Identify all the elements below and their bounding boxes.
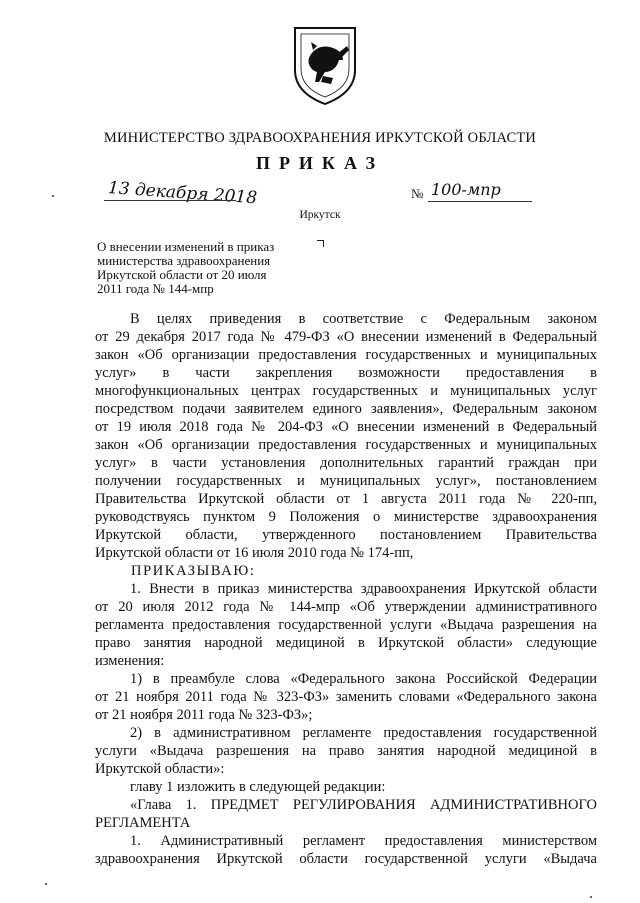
body-line: Правительства Иркутской области от 1 августа 2011 года № 220-пп, — [95, 491, 597, 507]
document-type-title: ПРИКАЗ — [255, 153, 385, 173]
body-line: от 29 декабря 2017 года № 479-ФЗ «О внесении изменений в Федеральный — [95, 329, 597, 345]
body-line: 1. Внести в приказ министерства здравоохранения Иркутской области — [130, 581, 597, 597]
body-line: 1) в преамбуле слова «Федерального закона Российской Федерации — [130, 671, 597, 687]
body-line: В целях приведения в соответствие с Федеральным законом — [130, 311, 597, 327]
body-line: Иркутской области, утвержденного постановлением Правительства — [95, 527, 597, 543]
document-subject — [97, 240, 337, 296]
subject-line: министерства здравоохранения — [97, 253, 271, 268]
body-line: от 19 июля 2018 года № 204-ФЗ «О внесении изменений в Федеральный — [95, 419, 597, 435]
body-line: закон «Об организации предоставления государственных и муниципальных — [95, 437, 597, 453]
body-line: получении государственных и муниципальных услуг», постановлением — [95, 473, 597, 489]
body-line: здравоохранения Иркутской области государственной услуги «Выдача — [95, 851, 597, 867]
body-line: регламента предоставления государственной услуги «Выдача разрешения на — [95, 617, 597, 633]
subject-line: 2011 года № 144-мпр — [97, 281, 214, 296]
body-line: услуг» в части установления дополнительных гарантий граждан при — [95, 455, 597, 471]
order-word: ПРИКАЗЫВАЮ: — [131, 563, 256, 579]
body-line: Иркутской области»: — [95, 761, 225, 777]
number-label: № — [411, 186, 424, 201]
body-line: от 21 ноября 2011 года № 323-ФЗ» заменить словами «Федерального закона — [95, 689, 597, 705]
coat-of-arms-icon — [289, 24, 361, 106]
city-label: Иркутск — [299, 209, 341, 221]
number-underline — [428, 201, 532, 202]
body-line: от 21 ноября 2011 года № 323-ФЗ»; — [95, 707, 313, 723]
body-line: изменения: — [95, 653, 165, 669]
body-line: 1. Административный регламент предоставления министерством — [130, 833, 597, 849]
subject-line: Иркутской области от 20 июля — [97, 267, 267, 282]
body-line: 2) в административном регламенте предоставления государственной — [130, 725, 597, 741]
body-line: закон «Об организации предоставления государственных и муниципальных — [95, 347, 597, 363]
body-line: Иркутской области от 16 июля 2010 года № 174-пп, — [95, 545, 414, 561]
scan-speck — [45, 883, 47, 885]
ministry-title: МИНИСТЕРСТВО ЗДРАВООХРАНЕНИЯ ИРКУТСКОЙ ОБЛАСТИ — [103, 130, 537, 146]
chapter-heading-continued: РЕГЛАМЕНТА — [95, 815, 191, 831]
body-line: руководствуясь пунктом 9 Положения о министерстве здравоохранения — [95, 509, 597, 525]
handwritten-number: 100-мпр — [431, 180, 501, 199]
body-line: посредством подачи заявителем единого заявления», Федеральным законом — [95, 401, 597, 417]
chapter-heading: «Глава 1. ПРЕДМЕТ РЕГУЛИРОВАНИЯ АДМИНИСТРАТИВНОГО — [130, 797, 597, 813]
scan-speck — [52, 195, 54, 197]
body-line: многофункциональных центрах государственных и муниципальных услуг — [95, 383, 597, 399]
scan-speck — [590, 896, 592, 898]
body-line: главу 1 изложить в следующей редакции: — [130, 779, 386, 795]
body-line: от 20 июля 2012 года № 144-мпр «Об утверждении административного — [95, 599, 597, 615]
body-line: право занятия народной медициной в Иркутской области» следующие — [95, 635, 597, 651]
handwritten-date: 13 декабря 2018 — [107, 178, 258, 209]
body-line: услуги «Выдача разрешения на право занятия народной медициной в — [95, 743, 597, 759]
subject-line: О внесении изменений в приказ — [97, 239, 275, 254]
body-line: услуг» в части закрепления возможности предоставления в — [95, 365, 597, 381]
subject-corner-mark — [317, 240, 324, 247]
date-underline — [104, 200, 236, 201]
